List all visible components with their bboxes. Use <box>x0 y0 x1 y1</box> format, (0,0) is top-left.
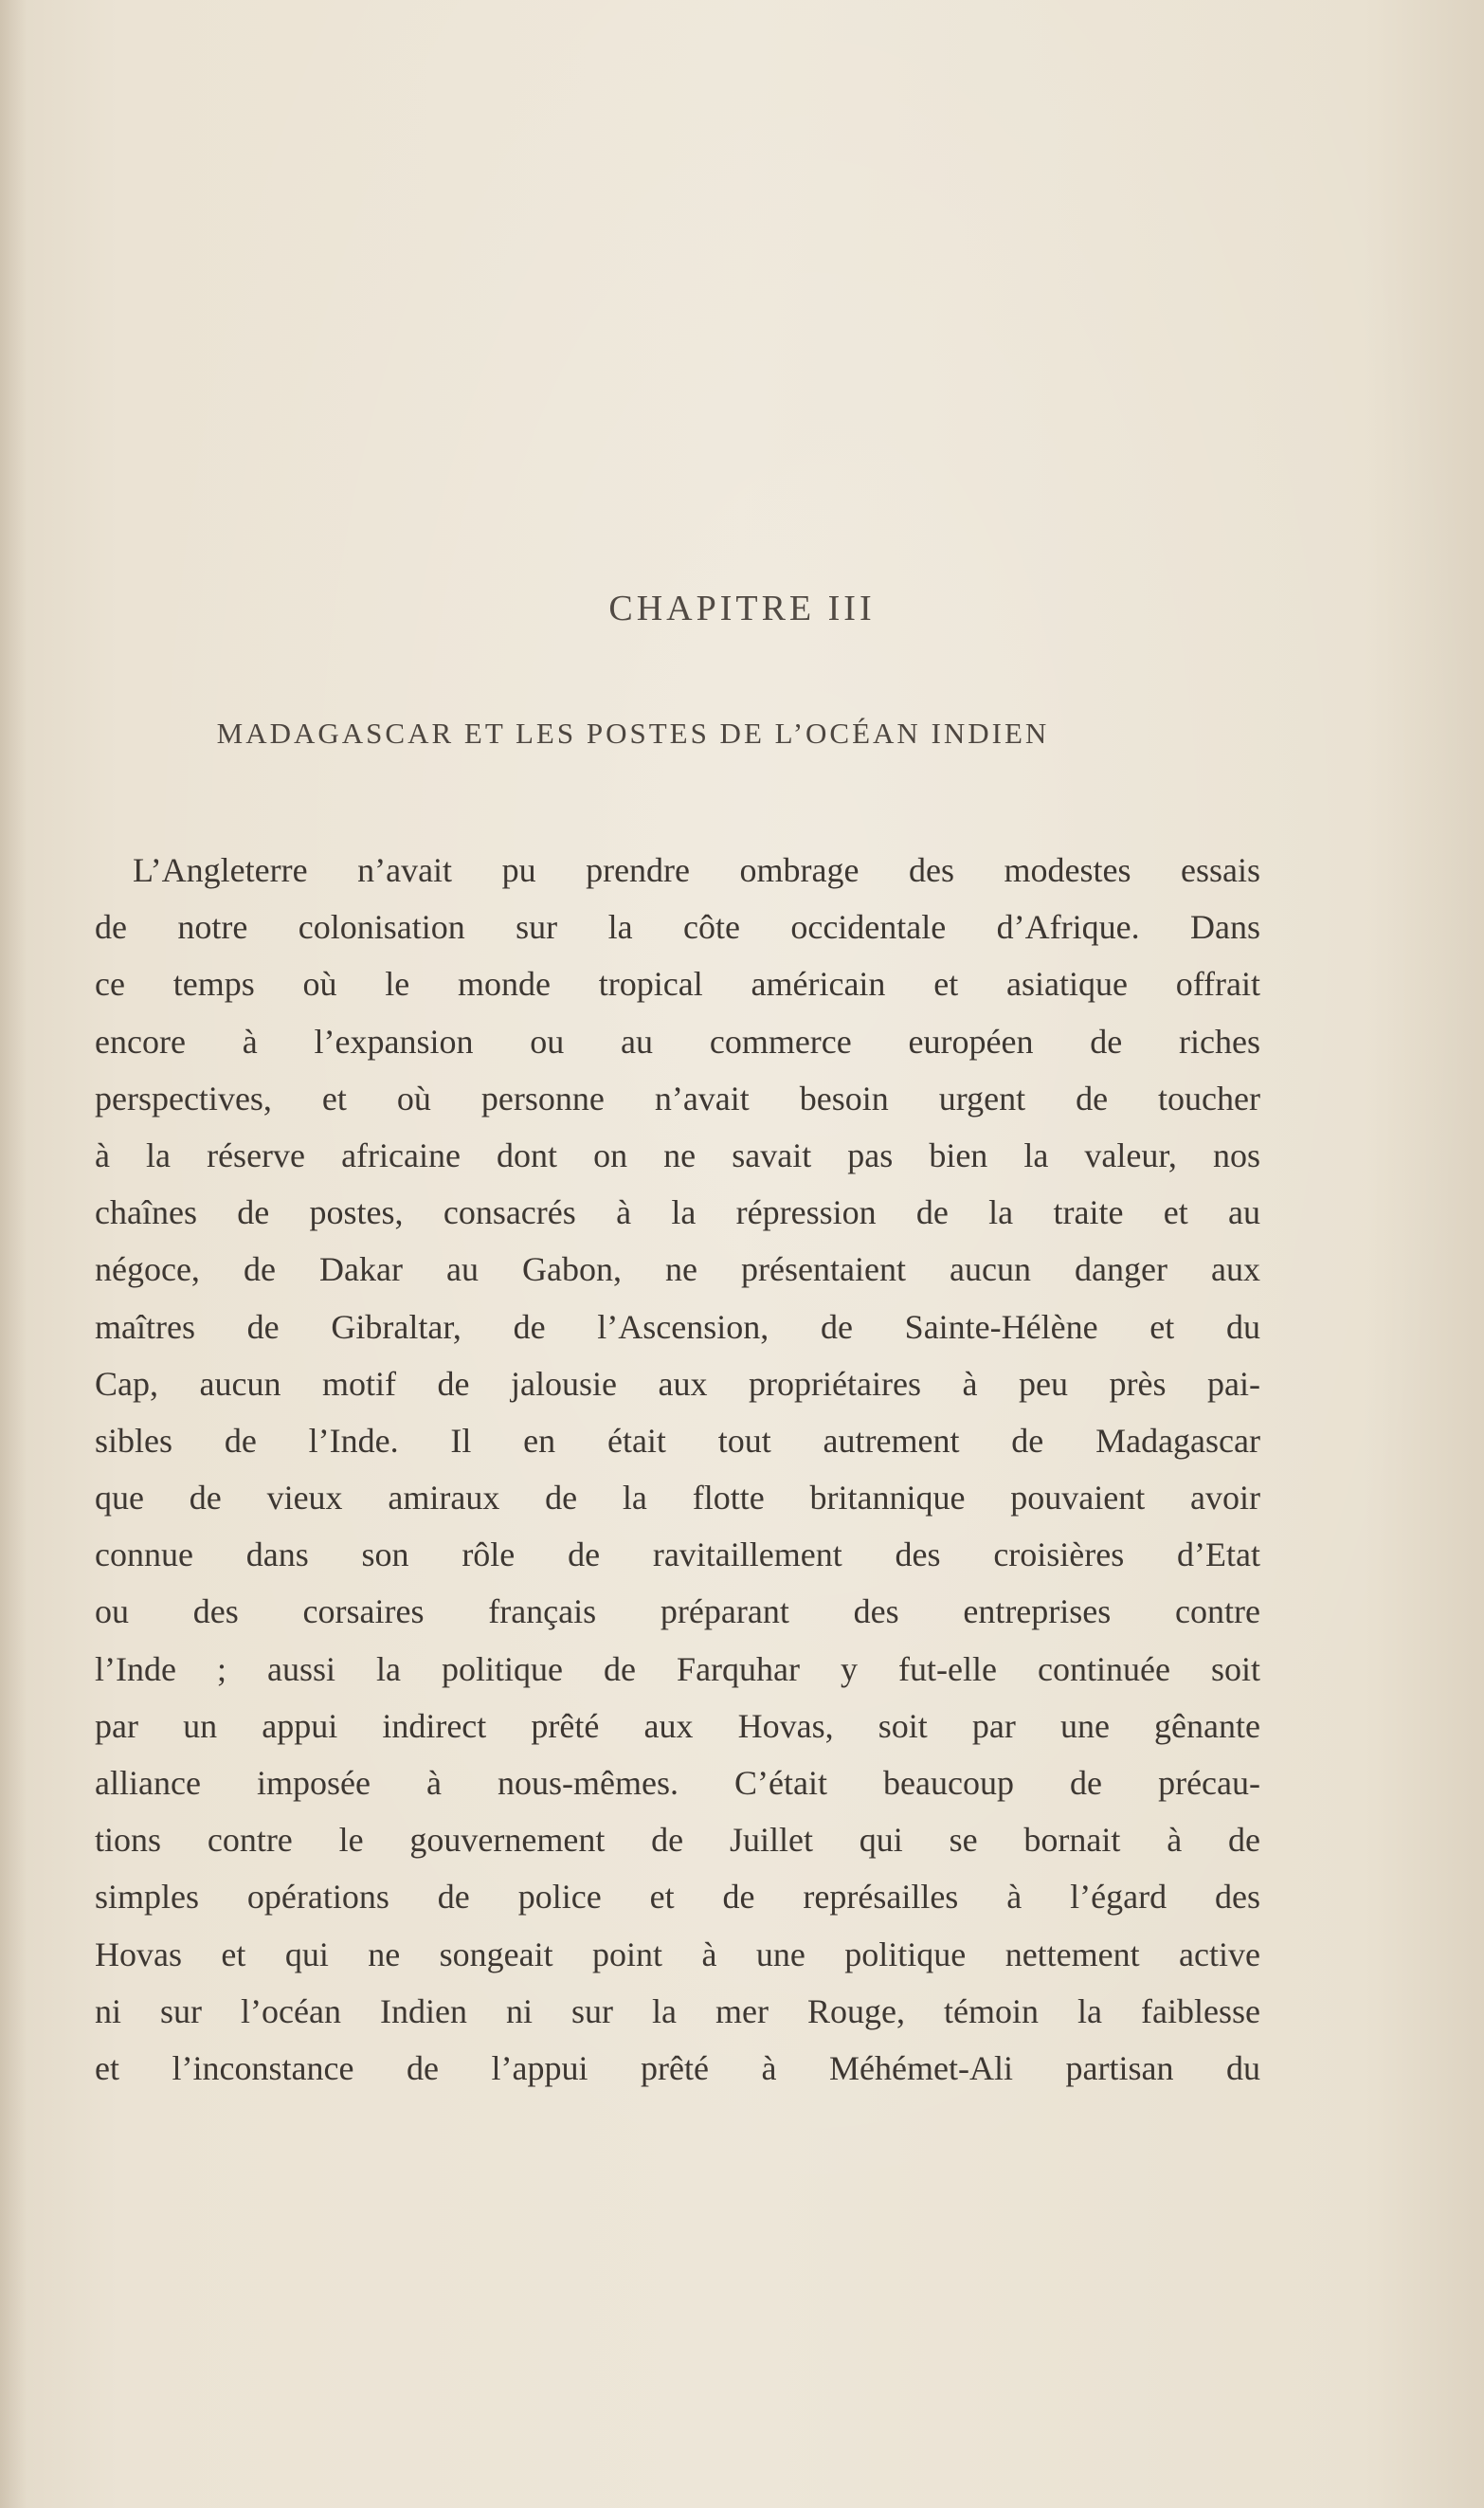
text-line: maîtres de Gibraltar, de l’Ascension, de Sainte-Hélène et du <box>95 1307 1260 1346</box>
text-line: perspectives, et où personne n’avait besoin urgent de toucher <box>95 1079 1260 1118</box>
text-line: Hovas et qui ne songeait point à une politique nettement active <box>95 1935 1260 1973</box>
text-line: et l’inconstance de l’appui prêté à Méhémet-Ali partisan du <box>95 2048 1260 2087</box>
text-line: l’Inde ; aussi la politique de Farquhar y fut-elle continuée soit <box>95 1649 1260 1688</box>
text-line: chaînes de postes, consacrés à la répression de la traite et au <box>95 1193 1260 1232</box>
text-line: sibles de l’Inde. Il en était tout autrement de Madagascar <box>95 1421 1260 1460</box>
body-text <box>95 842 1260 2097</box>
text-line: ce temps où le monde tropical américain et asiatique offrait <box>95 965 1260 1004</box>
text-line: tions contre le gouvernement de Juillet qui se bornait à de <box>95 1821 1260 1860</box>
text-line: connue dans son rôle de ravitaillement des croisières d’Etat <box>95 1536 1260 1574</box>
text-line: simples opérations de police et de représailles à l’égard des <box>95 1878 1260 1917</box>
text-line: à la réserve africaine dont on ne savait pas bien la valeur, nos <box>95 1136 1260 1174</box>
text-line: alliance imposée à nous-mêmes. C’était beaucoup de précau- <box>95 1764 1260 1802</box>
chapter-subtitle: MADAGASCAR ET LES POSTES DE L’OCÉAN INDIEN <box>216 717 1050 750</box>
text-line: ou des corsaires français préparant des entreprises contre <box>95 1592 1260 1631</box>
text-line: par un appui indirect prêté aux Hovas, soit par une gênante <box>95 1706 1260 1745</box>
text-line: L’Angleterre n’avait pu prendre ombrage des modestes essais <box>133 851 1260 889</box>
text-line: encore à l’expansion ou au commerce européen de riches <box>95 1022 1260 1061</box>
text-line: négoce, de Dakar au Gabon, ne présentaient aucun danger aux <box>95 1250 1260 1289</box>
text-line: que de vieux amiraux de la flotte britannique pouvaient avoir <box>95 1479 1260 1518</box>
text-line: de notre colonisation sur la côte occidentale d’Afrique. Dans <box>95 908 1260 947</box>
text-line: ni sur l’océan Indien ni sur la mer Rouge, témoin la faiblesse <box>95 1991 1260 2030</box>
chapter-title: CHAPITRE III <box>608 589 876 628</box>
text-line: Cap, aucun motif de jalousie aux propriétaires à peu près pai- <box>95 1364 1260 1403</box>
